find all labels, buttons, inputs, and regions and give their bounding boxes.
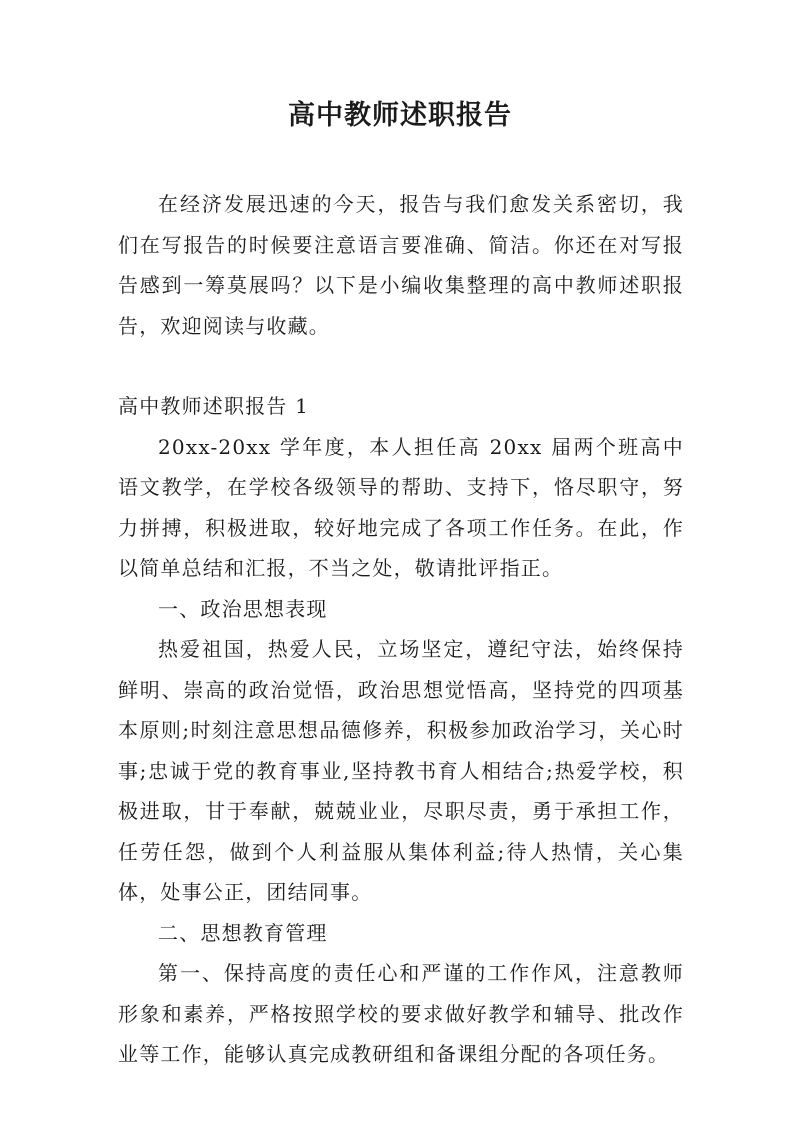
subheading-education: 二、思想教育管理 (158, 920, 328, 945)
intro-paragraph: 在经济发展迅速的今天，报告与我们愈发关系密切，我们在写报告的时候要注意语言要准确、简洁。你还在对写报告感到一筹莫展吗？以下是小编收集整理的高中教师述职报告，欢迎阅读与收藏。 (118, 192, 684, 338)
document-title: 高中教师述职报告 (288, 100, 512, 131)
body-paragraph: 热爱祖国，热爱人民，立场坚定，遵纪守法，始终保持鲜明、崇高的政治觉悟，政治思想觉悟高，坚持党的四项基本原则;时刻注意思想品德修养，积极参加政治学习，关心时事;忠诚于党的教育事业,坚持教书育人相结合;热爱学校，积极进取，甘于奉献，兢兢业业，尽职尽责，勇于承担工作，任劳任怨，做到个人利益服从集体利益;待人热情，关心集体，处事公正，团结同事。 (118, 637, 684, 904)
body-paragraph: 20xx-20xx 学年度，本人担任高 20xx 届两个班高中语文教学，在学校各级领导的帮助、支持下，恪尽职守，努力拼搏，积极进取，较好地完成了各项工作任务。在此，作以简单总结和汇报，不当之处，敬请批评指正。 (118, 434, 684, 580)
subheading-political: 一、政治思想表现 (158, 596, 328, 621)
document-body (118, 184, 684, 1075)
section-heading: 高中教师述职报告 1 (118, 394, 310, 418)
paragraph-spacer (118, 346, 684, 386)
body-paragraph: 第一、保持高度的责任心和严谨的工作作风，注意教师形象和素养，严格按照学校的要求做好教学和辅导、批改作业等工作，能够认真完成教研组和备课组分配的各项任务。 (118, 961, 684, 1066)
